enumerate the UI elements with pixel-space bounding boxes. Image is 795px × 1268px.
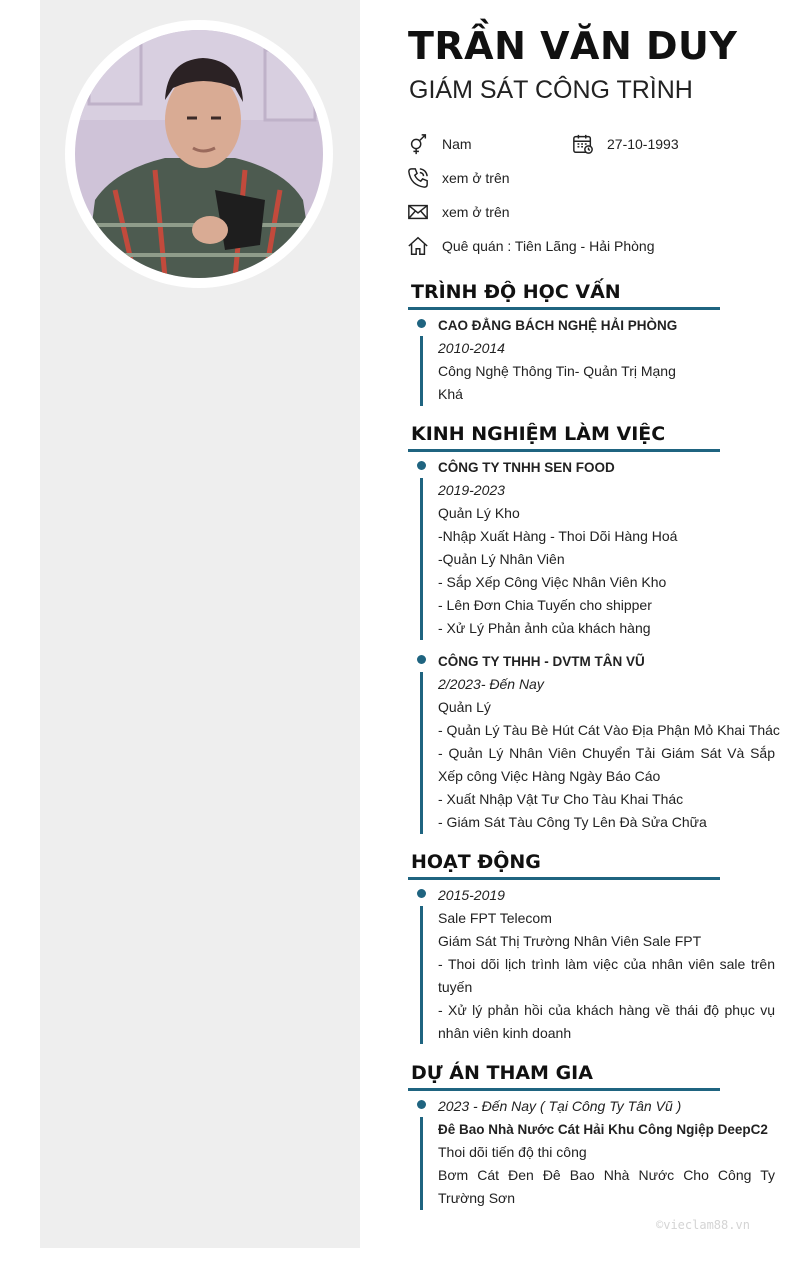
school-name: CAO ĐẲNG BÁCH NGHỆ HẢI PHÒNG bbox=[438, 318, 678, 333]
timeline-dot bbox=[417, 889, 426, 898]
project-date: 2023 - Đến Nay ( Tại Công Ty Tân Vũ ) bbox=[438, 1098, 682, 1114]
timeline-line bbox=[420, 906, 423, 1044]
info-gender bbox=[407, 133, 472, 155]
project-detail: Bơm Cát Đen Đê Bao Nhà Nước Cho Công Ty Trường Sơn bbox=[438, 1167, 775, 1206]
info-hometown bbox=[407, 235, 654, 257]
timeline-dot bbox=[417, 1100, 426, 1109]
timeline-line bbox=[420, 478, 423, 640]
section-divider bbox=[408, 449, 720, 452]
experience-detail: - Sắp Xếp Công Việc Nhân Viên Kho bbox=[438, 574, 667, 590]
activity-detail: Giám Sát Thị Trường Nhân Viên Sale FPT bbox=[438, 933, 702, 949]
project-detail: Thoi dõi tiến độ thi công bbox=[438, 1144, 587, 1160]
watermark: ©vieclam88.vn bbox=[656, 1218, 750, 1232]
gender-icon bbox=[407, 133, 429, 155]
experience-detail: - Giám Sát Tàu Công Ty Lên Đà Sửa Chữa bbox=[438, 814, 707, 830]
experience-detail: - Xuất Nhập Vật Tư Cho Tàu Khai Thác bbox=[438, 791, 684, 807]
candidate-name: TRẦN VĂN DUY bbox=[408, 24, 738, 68]
section-title-activities: HOẠT ĐỘNG bbox=[411, 851, 541, 873]
info-phone bbox=[407, 167, 510, 189]
experience-detail: - Lên Đơn Chia Tuyến cho shipper bbox=[438, 597, 652, 613]
timeline-dot bbox=[417, 319, 426, 328]
project-entry bbox=[420, 1095, 775, 1210]
education-detail: Khá bbox=[438, 386, 463, 402]
info-birthday bbox=[572, 133, 679, 155]
experience-date: 2019-2023 bbox=[438, 482, 505, 498]
timeline-dot bbox=[417, 461, 426, 470]
activity-detail: - Thoi dõi lịch trình làm việc của nhân viên sale trên tuyến bbox=[438, 956, 775, 995]
activity-date: 2015-2019 bbox=[438, 887, 505, 903]
section-divider bbox=[408, 877, 720, 880]
company-name: CÔNG TY THHH - DVTM TÂN VŨ bbox=[438, 654, 645, 669]
experience-detail: - Xử Lý Phản ảnh của khách hàng bbox=[438, 620, 651, 636]
section-divider bbox=[408, 307, 720, 310]
email-value: xem ở trên bbox=[442, 204, 510, 220]
phone-icon bbox=[407, 167, 429, 189]
timeline-line bbox=[420, 336, 423, 406]
section-divider bbox=[408, 1088, 720, 1091]
phone-value: xem ở trên bbox=[442, 170, 510, 186]
section-title-projects: DỰ ÁN THAM GIA bbox=[411, 1062, 593, 1084]
project-name: Đê Bao Nhà Nước Cát Hải Khu Công Ngiệp DeepC2 bbox=[438, 1122, 768, 1137]
experience-entry bbox=[420, 650, 780, 834]
gender-value: Nam bbox=[442, 136, 472, 152]
experience-detail: -Nhập Xuất Hàng - Thoi Dõi Hàng Hoá bbox=[438, 528, 678, 544]
activity-detail: Sale FPT Telecom bbox=[438, 910, 552, 926]
timeline-line bbox=[420, 672, 423, 834]
education-entry bbox=[420, 314, 775, 406]
experience-detail: - Quản Lý Nhân Viên Chuyển Tải Giám Sát Và Sắp Xếp công Việc Hàng Ngày Báo Cáo bbox=[438, 745, 775, 784]
education-detail: Công Nghệ Thông Tin- Quản Trị Mạng bbox=[438, 363, 676, 379]
section-title-education: TRÌNH ĐỘ HỌC VẤN bbox=[411, 281, 621, 303]
section-title-experience: KINH NGHIỆM LÀM VIỆC bbox=[411, 423, 666, 445]
experience-detail: - Quản Lý Tàu Bè Hút Cát Vào Địa Phận Mỏ Khai Thác bbox=[438, 722, 780, 738]
calendar-icon bbox=[572, 133, 594, 155]
timeline-line bbox=[420, 1117, 423, 1210]
company-name: CÔNG TY TNHH SEN FOOD bbox=[438, 460, 615, 475]
experience-date: 2/2023- Đến Nay bbox=[438, 676, 544, 692]
birthday-value: 27-10-1993 bbox=[607, 136, 679, 152]
job-title: GIÁM SÁT CÔNG TRÌNH bbox=[409, 76, 693, 104]
activity-entry bbox=[420, 884, 775, 1044]
timeline-dot bbox=[417, 655, 426, 664]
hometown-value: Quê quán : Tiên Lãng - Hải Phòng bbox=[442, 238, 655, 254]
info-email bbox=[407, 201, 510, 223]
avatar bbox=[75, 30, 323, 278]
experience-entry bbox=[420, 456, 775, 640]
education-date: 2010-2014 bbox=[438, 340, 505, 356]
activity-detail: - Xử lý phản hồi của khách hàng về thái độ phục vụ nhân viên kinh doanh bbox=[438, 1002, 775, 1041]
envelope-icon bbox=[407, 201, 429, 223]
experience-detail: -Quản Lý Nhân Viên bbox=[438, 551, 565, 567]
home-icon bbox=[407, 235, 429, 257]
experience-detail: Quản Lý Kho bbox=[438, 505, 520, 521]
experience-detail: Quản Lý bbox=[438, 699, 491, 715]
